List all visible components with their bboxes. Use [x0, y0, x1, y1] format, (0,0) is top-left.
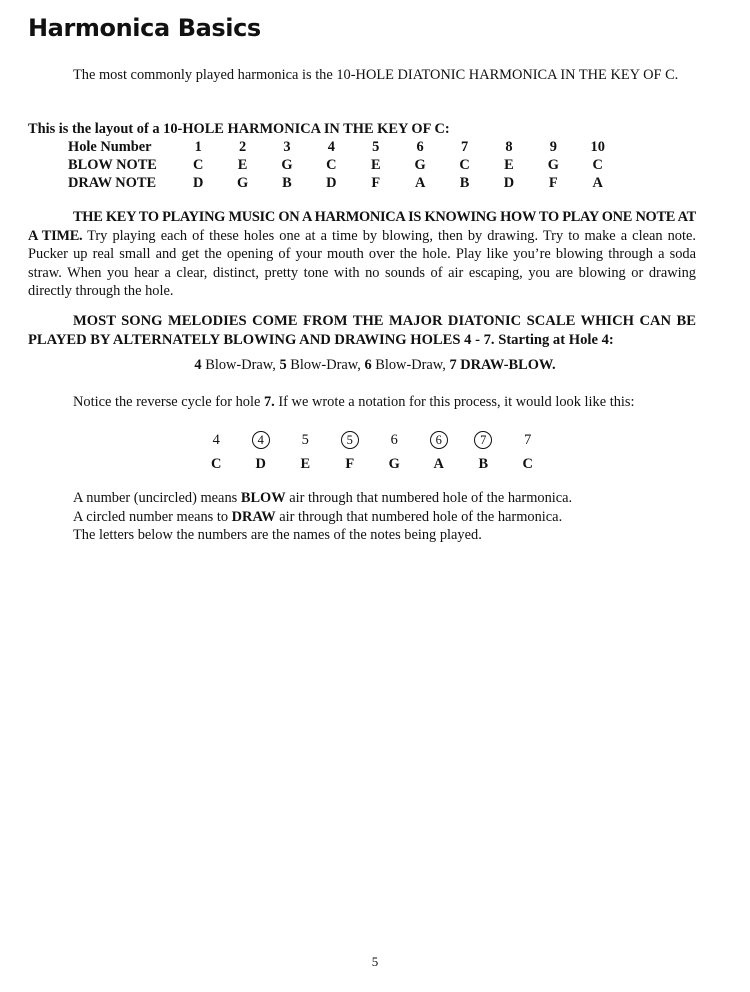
blow-note-cell: G: [547, 156, 559, 173]
blow-note-cell: G: [414, 156, 426, 173]
circled-number: 4: [252, 431, 270, 449]
sequence-text: Blow-Draw,: [201, 357, 280, 373]
sequence-hole-number: 4: [194, 357, 202, 373]
blow-note-label: BLOW NOTE: [68, 156, 157, 173]
hole-number-cell: 10: [590, 138, 605, 155]
hole-number-cell: 2: [238, 138, 247, 155]
draw-hole-number: [417, 427, 462, 453]
draw-note-cell: D: [192, 174, 204, 191]
hole-number-label: Hole Number: [68, 138, 152, 155]
note-letter: C: [522, 455, 533, 472]
circled-number: 7: [474, 431, 492, 449]
harmonica-layout-table: [68, 138, 620, 192]
legend-emphasis: DRAW: [231, 508, 276, 525]
note-letter: B: [478, 455, 489, 472]
legend-text: air through that numbered hole of the harmonica.: [275, 508, 563, 525]
blow-note-cell: C: [459, 156, 470, 173]
hole-number-row: [68, 138, 620, 156]
draw-note-cell: F: [371, 174, 381, 191]
hole-number-cell: 8: [505, 138, 513, 155]
notation-example: [194, 427, 550, 475]
blow-note-cell: E: [237, 156, 248, 173]
hole-number-cell: 4: [327, 138, 335, 155]
blow-hole-number: [372, 427, 417, 453]
melody-paragraph: MOST SONG MELODIES COME FROM THE MAJOR DIATONIC SCALE WHICH CAN BE PLAYED BY ALTERNATELY BLOWING AND DRAWING HOLES 4 - 7. Starting at Hole 4:: [28, 313, 696, 348]
note-letter: A: [433, 455, 444, 472]
note-letter: D: [255, 455, 266, 472]
legend-blow-line: [73, 489, 572, 508]
blow-number: 7: [524, 431, 532, 448]
note-letter: E: [300, 455, 311, 472]
draw-note-cell: A: [592, 174, 603, 191]
draw-note-cell: G: [236, 174, 249, 191]
circled-number: 6: [430, 431, 448, 449]
sequence-text: Blow-Draw,: [371, 357, 450, 373]
note-letter: C: [211, 455, 222, 472]
blow-hole-number: [283, 427, 328, 453]
sequence-text: DRAW-BLOW.: [456, 357, 556, 373]
page-title: Harmonica Basics: [28, 14, 261, 42]
blow-number: 5: [301, 431, 309, 448]
blow-note-row: [68, 156, 620, 174]
draw-note-cell: B: [282, 174, 292, 191]
blow-number: 4: [212, 431, 220, 448]
notice-text: [73, 394, 634, 411]
blow-note-cell: G: [281, 156, 293, 173]
notice-before: Notice the reverse cycle for hole: [73, 394, 264, 410]
hole-number-cell: 9: [549, 138, 557, 155]
hole-number-cell: 1: [194, 138, 202, 155]
legend-text: A circled number means to: [73, 508, 232, 525]
draw-note-cell: D: [503, 174, 515, 191]
draw-note-cell: A: [414, 174, 426, 191]
draw-note-label: DRAW NOTE: [68, 174, 157, 191]
sequence-hole-number: 6: [364, 357, 372, 373]
layout-caption: This is the layout of a 10-HOLE HARMONICA IN THE KEY OF C:: [28, 121, 450, 137]
technique-lead: THE KEY TO PLAYING MUSIC ON A HARMONICA IS KNOWING HOW TO PLAY ONE NOTE AT A TIME.: [28, 209, 696, 244]
hole-number-cell: 6: [416, 138, 424, 155]
notice-after: If we wrote a notation for this process, it would look like this:: [274, 394, 635, 410]
draw-note-cell: F: [548, 174, 558, 191]
draw-hole-number: [461, 427, 506, 453]
draw-hole-number: [239, 427, 284, 453]
legend-letters-line: The letters below the numbers are the names of the notes being played.: [73, 527, 482, 543]
blow-hole-number: [194, 427, 239, 453]
hole-number-cell: 3: [283, 138, 291, 155]
blow-note-cell: E: [370, 156, 381, 173]
blow-hole-number: [506, 427, 551, 453]
circled-number: 5: [341, 431, 359, 449]
notation-number-row: [194, 427, 550, 453]
draw-note-cell: D: [326, 174, 337, 191]
blow-note-cell: E: [504, 156, 514, 173]
hole-number-cell: 5: [372, 138, 380, 155]
draw-hole-number: [328, 427, 373, 453]
blow-draw-sequence: [0, 357, 750, 374]
notation-letter-row: [194, 453, 550, 475]
draw-note-row: [68, 174, 620, 192]
blow-number: 6: [390, 431, 398, 448]
sequence-hole-number: 7: [449, 357, 457, 373]
sequence-text: Blow-Draw,: [286, 357, 365, 373]
legend-text: air through that numbered hole of the harmonica.: [285, 490, 573, 506]
technique-body: Try playing each of these holes one at a time by blowing, then by drawing. Try to make a clean note. Pucker up real small and get the opening of your mouth over the hole. Play like you’re blowing through a soda straw. When you hear a clear, distinct, pretty tone with no sounds of air escaping, you are blowing or drawing directly through the hole.: [28, 227, 696, 300]
legend-text: A number (uncircled) means: [73, 490, 241, 506]
intro-paragraph: The most commonly played harmonica is the 10-HOLE DIATONIC HARMONICA IN THE KEY OF C.: [73, 67, 679, 83]
hole-number-cell: 7: [460, 138, 469, 155]
notice-hole: 7.: [263, 394, 275, 410]
technique-paragraph: [28, 208, 696, 301]
blow-note-cell: C: [326, 156, 337, 173]
notation-legend: [73, 489, 572, 545]
note-letter: F: [345, 455, 355, 472]
blow-note-cell: C: [192, 156, 204, 173]
blow-note-cell: C: [592, 156, 603, 173]
legend-emphasis: BLOW: [240, 490, 286, 506]
note-letter: G: [388, 455, 400, 472]
legend-draw-line: [73, 508, 572, 527]
draw-note-cell: B: [459, 174, 470, 191]
sequence-hole-number: 5: [279, 357, 287, 373]
page-number: 5: [371, 954, 379, 969]
